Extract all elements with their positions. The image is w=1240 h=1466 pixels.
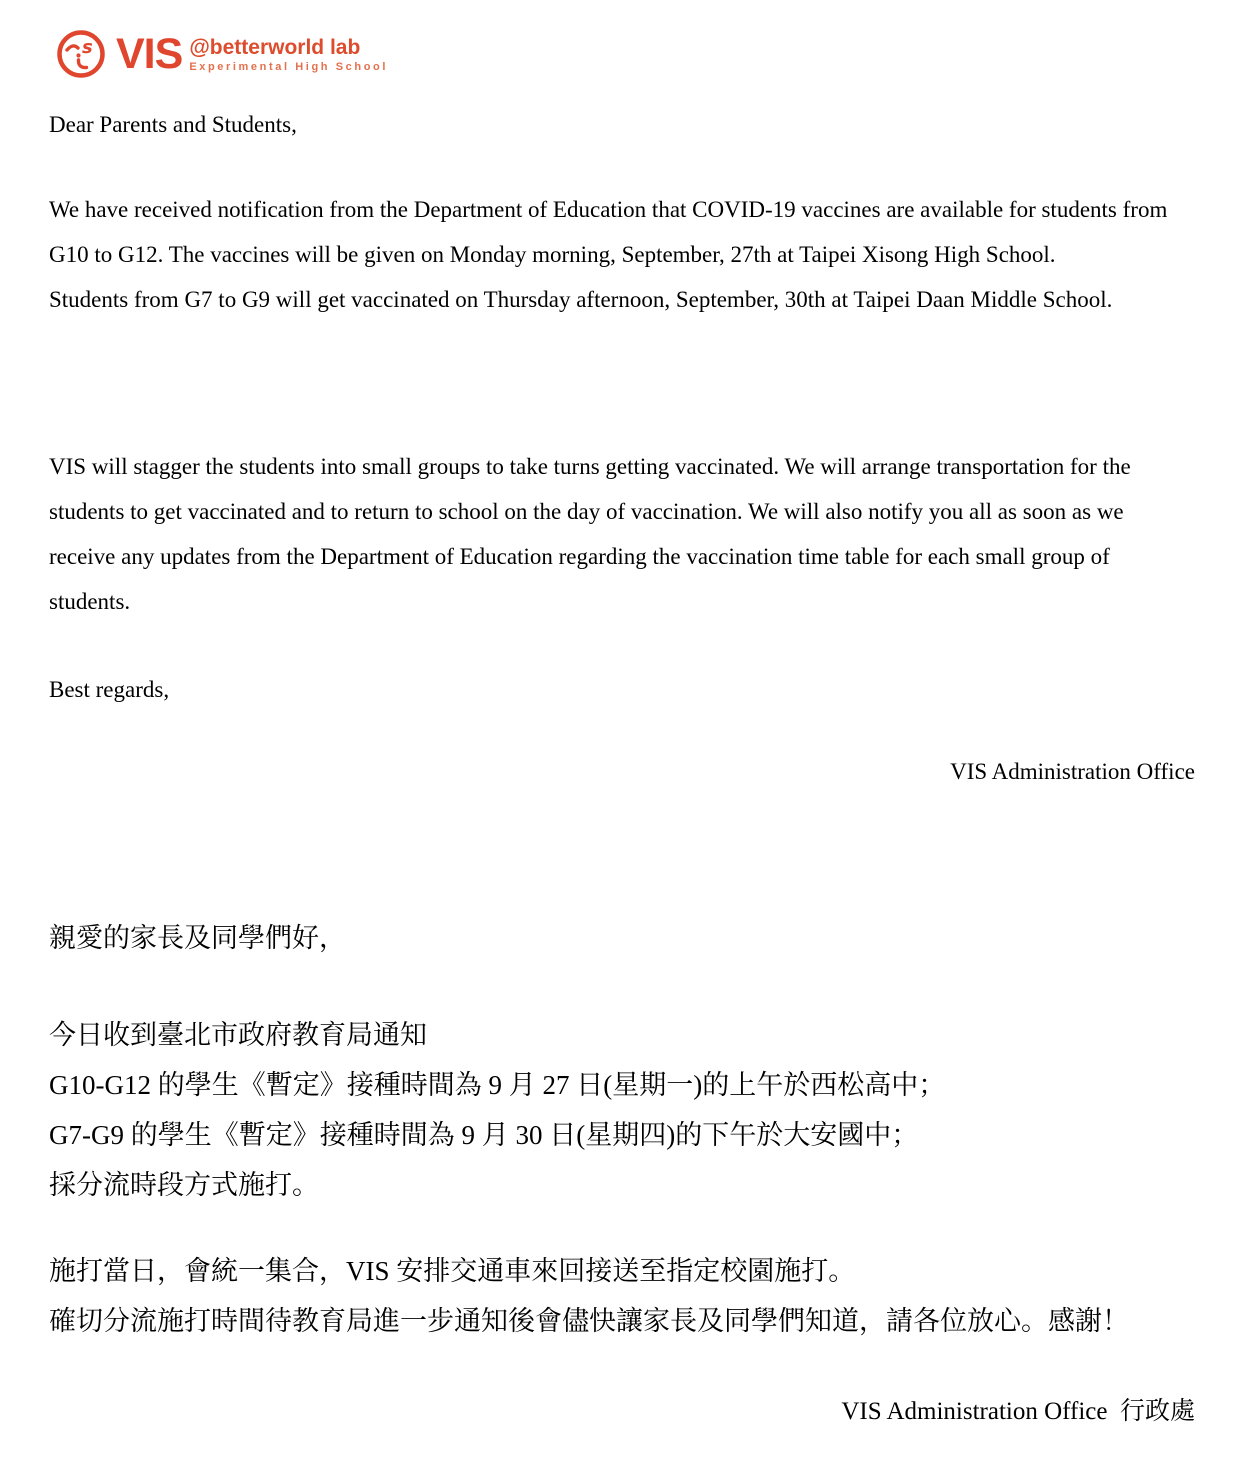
- logo-affiliation-text: @betterworld lab: [189, 35, 361, 59]
- signature-chinese: VIS Administration Office 行政處: [841, 1398, 1195, 1425]
- paragraph-vaccine-g7-g9: Students from G7 to G9 will get vaccinated on Thursday afternoon, September, 30th at Taipei Daan Middle School.: [49, 287, 1113, 312]
- closing-english: Best regards,: [49, 677, 170, 702]
- paragraph-vaccine-schedule: [49, 187, 1195, 322]
- school-logo: [55, 28, 388, 80]
- chinese-followup-line: 確切分流施打時間待教育局進一步通知後會儘快讓家長及同學們知道，請各位放心。感謝！: [49, 1306, 1129, 1336]
- chinese-transport-line: 施打當日，會統一集合，VIS 安排交通車來回接送至指定校園施打。: [49, 1256, 856, 1286]
- paragraph-vaccine-g10-g12: We have received notification from the Department of Education that COVID-19 vaccines are available for students from G10 to G12. The vaccines will be given on Monday morning, September, 27th at Taipei Xisong High School.: [49, 197, 1168, 267]
- paragraph-chinese-schedule: [49, 1010, 1195, 1210]
- vis-face-logo-icon: [55, 28, 107, 80]
- chinese-notice-line: 今日收到臺北市政府教育局通知: [49, 1020, 427, 1050]
- chinese-g10-g12-line: G10-G12 的學生《暫定》接種時間為 9 月 27 日(星期一)的上午於西松高中；: [49, 1070, 946, 1100]
- signature-english: VIS Administration Office: [950, 759, 1195, 784]
- paragraph-logistics-english: VIS will stagger the students into small groups to take turns getting vaccinated. We will arrange transportation for the students to get vaccinated and to return to school on the day of vaccination. We will also notify you all as soon as we receive any updates from the Department of Education regarding the vaccination time table for each small group of students.: [49, 454, 1131, 614]
- greeting-chinese: 親愛的家長及同學們好，: [49, 923, 346, 953]
- greeting-english: Dear Parents and Students,: [49, 112, 297, 137]
- chinese-g7-g9-line: G7-G9 的學生《暫定》接種時間為 9 月 30 日(星期四)的下午於大安國中；: [49, 1120, 919, 1150]
- logo-brand-text: VIS: [116, 29, 183, 78]
- paragraph-chinese-logistics: [49, 1246, 1195, 1346]
- logo-subtitle-text: Experimental High School: [189, 61, 389, 74]
- svg-text:s: s: [82, 37, 93, 58]
- chinese-staggered-line: 採分流時段方式施打。: [49, 1170, 319, 1200]
